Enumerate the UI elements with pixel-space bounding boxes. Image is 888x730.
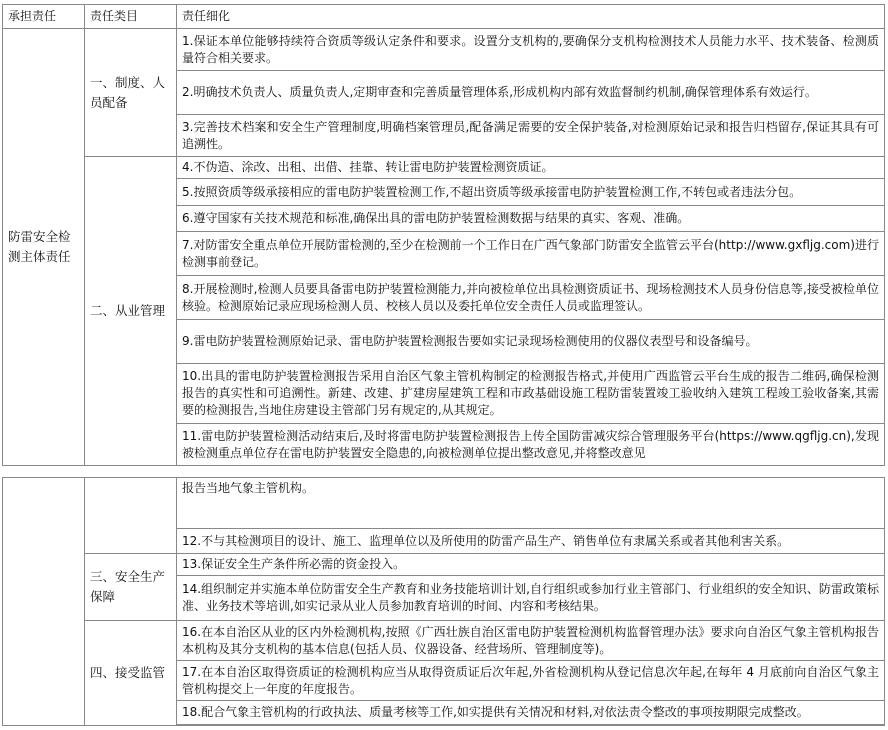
detail-item-12: 12.不与其检测项目的设计、施工、监理单位以及所使用的防雷产品生产、销售单位有隶属关系或者其他利害关系。 <box>177 529 885 554</box>
detail-item-9: 9.雷电防护装置检测原始记录、雷电防护装置检测报告要如实记录现场检测使用的仪器仪表型号和设备编号。 <box>177 320 885 364</box>
subject-cell: 防雷安全检测主体责任 <box>3 29 85 466</box>
detail-item-10: 10.出具的雷电防护装置检测报告采用自治区气象主管机构制定的检测报告格式,并使用广西监管云平台生成的报告二维码,确保检测报告的真实性和可追溯性。新建、改建、扩建房屋建筑工程和市政基础设施工程防雷装置竣工验收纳入建筑工程竣工验收备案,其需要的检测报告,当地住房建设主管部门另有规定的,从其规定。 <box>177 364 885 424</box>
responsibility-table-page1 <box>2 4 885 466</box>
table-row <box>3 621 885 661</box>
category-cell-2: 二、从业管理 <box>85 157 177 466</box>
table-row <box>3 554 885 576</box>
detail-item-5: 5.按照资质等级承接相应的雷电防护装置检测工作,不超出资质等级承接雷电防护装置检测工作,不转包或者违法分包。 <box>177 179 885 206</box>
detail-item-14: 14.组织制定并实施本单位防雷安全生产教育和业务技能培训计划,自行组织或参加行业主管部门、行业组织的安全知识、防雷政策标准、业务技术等培训,如实记录从业人员参加教育培训的时间、内容和考核结果。 <box>177 576 885 621</box>
category-cell-3: 三、安全生产保障 <box>85 554 177 621</box>
header-detail: 责任细化 <box>177 5 885 29</box>
detail-item-13: 13.保证安全生产条件所必需的资金投入。 <box>177 554 885 576</box>
detail-item-1: 1.保证本单位能够持续符合资质等级认定条件和要求。设置分支机构的,要确保分支机构检测技术人员能力水平、技术装备、检测质量符合相关要求。 <box>177 29 885 71</box>
detail-item-8: 8.开展检测时,检测人员要具备雷电防护装置检测能力,并向被检单位出具检测资质证书、现场检测技术人员身份信息等,接受被检单位核验。检测原始记录应现场检测人员、校核人员以及委托单位安全责任人员或监理签认。 <box>177 276 885 320</box>
subject-cell-continued <box>3 478 85 726</box>
detail-item-11-continued: 报告当地气象主管机构。 <box>177 478 885 529</box>
detail-item-3: 3.完善技术档案和安全生产管理制度,明确档案管理员,配备满足需要的安全保护装备,对检测原始记录和报告归档留存,保证其具有可追溯性。 <box>177 115 885 157</box>
detail-item-2: 2.明确技术负责人、质量负责人,定期审查和完善质量管理体系,形成机构内部有效监督制约机制,确保管理体系有效运行。 <box>177 71 885 115</box>
detail-item-7: 7.对防雷安全重点单位开展防雷检测的,至少在检测前一个工作日在广西气象部门防雷安全监管云平台(http://www.gxfljg.com)进行检测事前登记。 <box>177 232 885 276</box>
detail-item-11: 11.雷电防护装置检测活动结束后,及时将雷电防护装置检测报告上传全国防雷减灾综合管理服务平台(https://www.qgfljg.cn),发现被检测重点单位存在雷电防护装置安全隐患的,向被检测单位提出整改意见,并将整改意见 <box>177 424 885 466</box>
category-cell-4: 四、接受监管 <box>85 621 177 726</box>
header-subject: 承担责任 <box>3 5 85 29</box>
detail-item-16: 16.在本自治区从业的区内外检测机构,按照《广西壮族自治区雷电防护装置检测机构监督管理办法》要求向自治区气象主管机构报告本机构及其分支机构的基本信息(包括人员、仪器设备、经营场所、管理制度等)。 <box>177 621 885 661</box>
detail-item-18: 18.配合气象主管机构的行政执法、质量考核等工作,如实提供有关情况和材料,对依法责令整改的事项按期限完成整改。 <box>177 701 885 725</box>
table-row <box>3 29 885 71</box>
header-category: 责任类目 <box>85 5 177 29</box>
spacer-cell <box>177 725 885 726</box>
category-cell-2-continued <box>85 478 177 554</box>
table-row <box>3 157 885 179</box>
detail-item-6: 6.遵守国家有关技术规范和标准,确保出具的雷电防护装置检测数据与结果的真实、客观、准确。 <box>177 206 885 232</box>
table-row <box>3 478 885 529</box>
detail-item-17: 17.在本自治区取得资质证的检测机构应当从取得资质证后次年起,外省检测机构从登记信息次年起,在每年 4 月底前向自治区气象主管机构提交上一年度的年度报告。 <box>177 661 885 701</box>
detail-item-4: 4.不伪造、涂改、出租、出借、挂靠、转让雷电防护装置检测资质证。 <box>177 157 885 179</box>
header-row <box>3 5 885 29</box>
category-cell-1: 一、制度、人员配备 <box>85 29 177 157</box>
responsibility-table-page2 <box>2 477 885 726</box>
